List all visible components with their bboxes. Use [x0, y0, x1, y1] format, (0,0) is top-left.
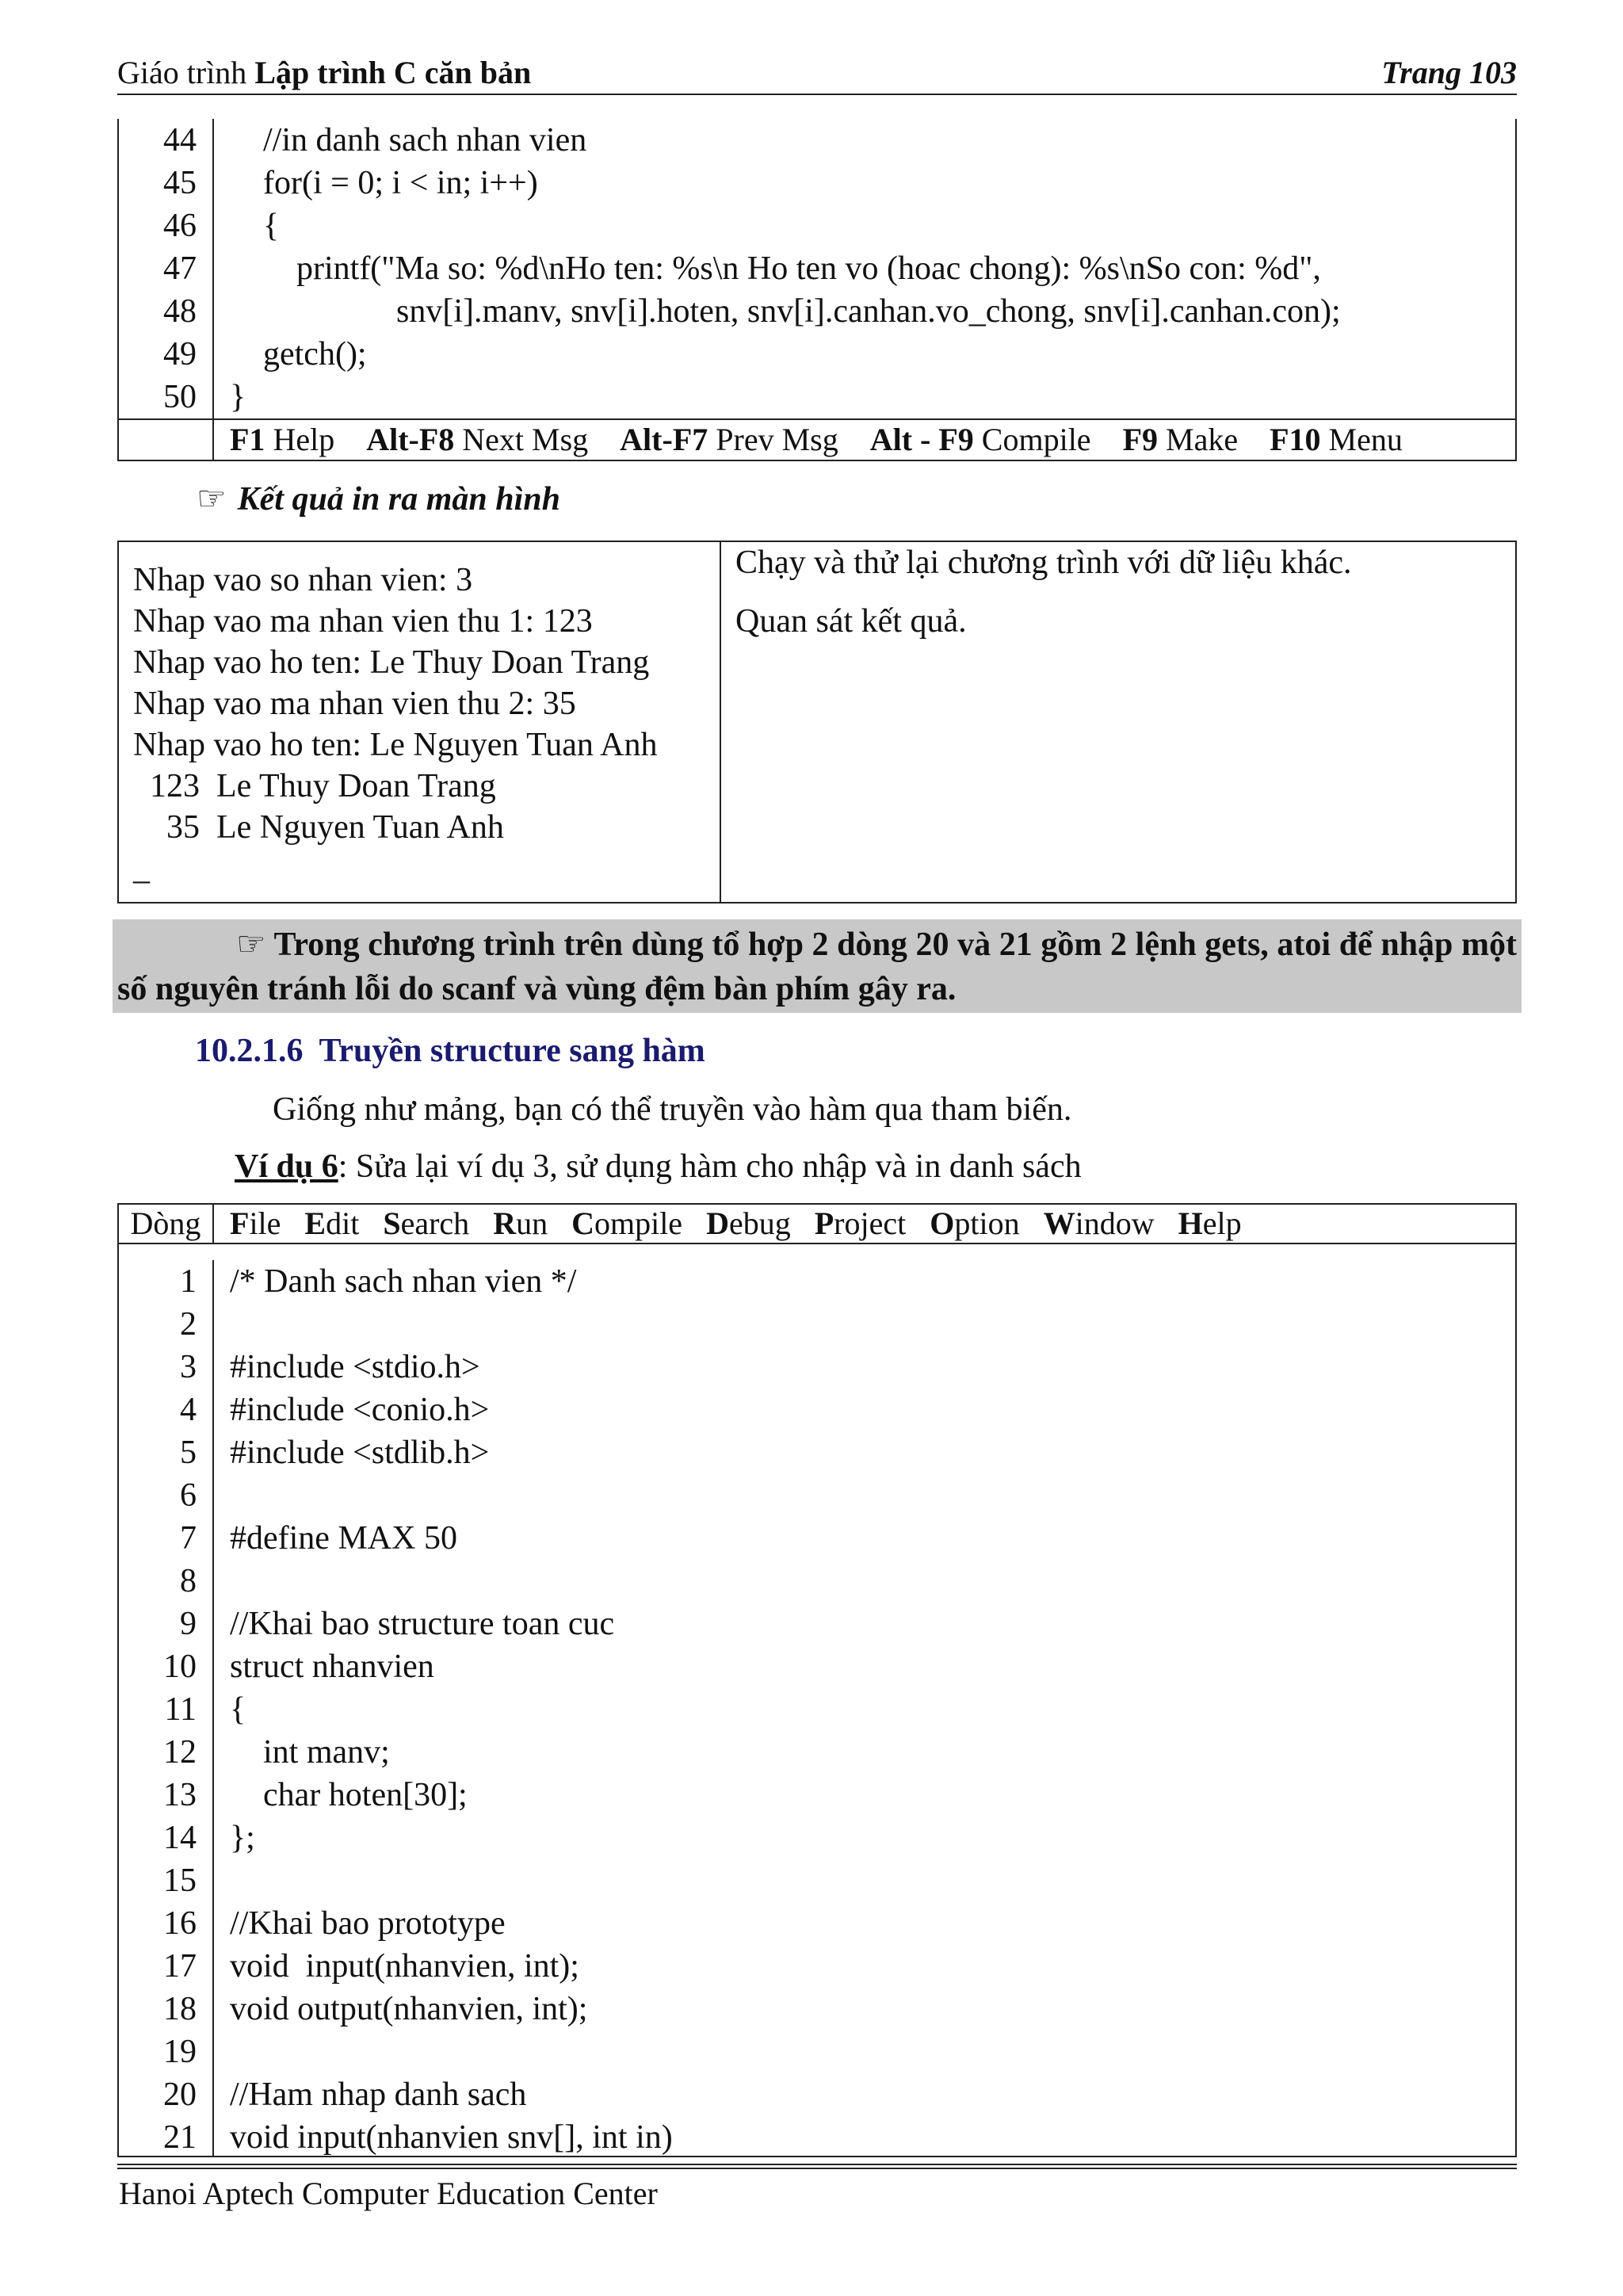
- console-line: 123 Le Thuy Doan Trang: [133, 768, 496, 804]
- line-number: 19: [119, 2030, 214, 2073]
- code-text: void input(nhanvien snv[], int in): [230, 2119, 673, 2156]
- pointing-hand-icon: ☞: [236, 926, 266, 963]
- code-text: [214, 1474, 230, 1517]
- menu-item: Project: [814, 1205, 907, 1241]
- menu-items: [214, 1205, 1242, 1243]
- code-line: [119, 1688, 1515, 1731]
- code-text: [214, 2030, 230, 2073]
- code-text: //Khai bao structure toan cuc: [230, 1606, 615, 1642]
- code-text: printf("Ma so: %d\nHo ten: %s\n Ho ten vo (hoac chong): %s\nSo con: %d",: [230, 250, 1321, 287]
- line-number: 46: [119, 204, 214, 247]
- code-line: [119, 1902, 1515, 1945]
- code-line: [119, 1603, 1515, 1645]
- code-text: };: [230, 1820, 255, 1856]
- code-text: //Khai bao prototype: [230, 1905, 506, 1942]
- code-line: [119, 2030, 1515, 2073]
- footer-text: Hanoi Aptech Computer Education Center: [119, 2176, 658, 2211]
- code-line: [119, 376, 1515, 418]
- line-number: 9: [119, 1603, 214, 1645]
- line-number: 49: [119, 333, 214, 376]
- line-number: 17: [119, 1945, 214, 1988]
- code-line: [119, 1346, 1515, 1389]
- code-text: #include <stdio.h>: [230, 1349, 480, 1385]
- book-title: Giáo trình Lập trình C căn bản: [117, 55, 532, 90]
- line-number: 18: [119, 1988, 214, 2030]
- line-number: 1: [119, 1260, 214, 1303]
- function-key-label: Help: [265, 422, 367, 457]
- menu-item: Search: [383, 1205, 470, 1241]
- line-number: 12: [119, 1731, 214, 1774]
- line-number: 13: [119, 1774, 214, 1817]
- line-number: 2: [119, 1303, 214, 1346]
- code-text: [214, 1303, 230, 1346]
- code-text: char hoten[30];: [230, 1777, 468, 1813]
- line-number: 44: [119, 119, 214, 162]
- function-key-label: Compile: [973, 422, 1123, 457]
- code-text: //Ham nhap danh sach: [230, 2076, 527, 2113]
- function-key: Alt-F8: [366, 422, 455, 457]
- menu-item: Help: [1178, 1205, 1242, 1241]
- menu-item: Run: [493, 1205, 548, 1241]
- function-key: F9: [1122, 422, 1158, 457]
- console-output: [119, 542, 721, 902]
- line-number: 8: [119, 1560, 214, 1603]
- function-key: Alt-F7: [620, 422, 708, 457]
- code-text: #define MAX 50: [230, 1520, 457, 1557]
- line-number: 11: [119, 1688, 214, 1731]
- code-line: [119, 1303, 1515, 1346]
- line-number: 20: [119, 2073, 214, 2116]
- function-key: Alt - F9: [869, 422, 974, 457]
- function-key-spacer: [119, 420, 214, 460]
- code-text: {: [230, 208, 280, 244]
- code-line: [119, 290, 1515, 333]
- console-line: Nhap vao so nhan vien: 3: [133, 562, 473, 598]
- console-line: Nhap vao ma nhan vien thu 2: 35: [133, 686, 576, 722]
- code-line: [119, 1645, 1515, 1688]
- line-number: 14: [119, 1817, 214, 1859]
- code-listing-top: [117, 119, 1517, 461]
- line-number: 5: [119, 1431, 214, 1474]
- console-line: _: [133, 850, 150, 887]
- line-number: 7: [119, 1517, 214, 1560]
- code-line: [119, 1945, 1515, 1988]
- result-table: [117, 541, 1517, 904]
- line-number: 6: [119, 1474, 214, 1517]
- note-observe: Quan sát kết quả.: [735, 603, 967, 640]
- code-line: [119, 119, 1515, 162]
- footer-rule-double: [117, 2168, 1517, 2169]
- code-text: {: [230, 1691, 246, 1728]
- code-text: for(i = 0; i < in; i++): [230, 165, 538, 201]
- console-line: Nhap vao ho ten: Le Thuy Doan Trang: [133, 644, 650, 681]
- code-body: [119, 1244, 1515, 2156]
- function-keys: [214, 420, 1403, 460]
- console-line: Nhap vao ho ten: Le Nguyen Tuan Anh: [133, 727, 658, 763]
- code-line: [119, 1517, 1515, 1560]
- code-text: #include <conio.h>: [230, 1392, 490, 1428]
- code-line: [119, 333, 1515, 376]
- code-line: [119, 1431, 1515, 1474]
- page-number: Trang 103: [1381, 55, 1517, 90]
- code-line: [119, 1817, 1515, 1859]
- function-key-label: Make: [1158, 422, 1270, 457]
- code-line: [119, 1260, 1515, 1303]
- function-key: F1: [230, 422, 265, 457]
- code-text: //in danh sach nhan vien: [230, 122, 587, 159]
- code-text: void input(nhanvien, int);: [230, 1948, 579, 1985]
- result-notes: [721, 542, 1352, 902]
- code-line: [119, 1474, 1515, 1517]
- console-line: Nhap vao ma nhan vien thu 1: 123: [133, 603, 593, 640]
- code-text: /* Danh sach nhan vien */: [230, 1263, 577, 1300]
- function-key-label: Next Msg: [454, 422, 621, 457]
- code-line: [119, 1731, 1515, 1774]
- menu-item: Edit: [304, 1205, 360, 1241]
- ide-menu-bar: [119, 1205, 1515, 1244]
- line-number: 15: [119, 1859, 214, 1902]
- code-text: getch();: [230, 336, 367, 372]
- function-key: F10: [1270, 422, 1321, 457]
- console-line: 35 Le Nguyen Tuan Anh: [133, 809, 504, 846]
- footer-rule: [117, 2164, 1517, 2165]
- line-number: 21: [119, 2116, 214, 2156]
- code-line: [119, 204, 1515, 247]
- result-heading: ☞ Kết quả in ra màn hình: [197, 481, 560, 518]
- function-key-label: Menu: [1320, 422, 1403, 457]
- code-text: struct nhanvien: [230, 1648, 434, 1685]
- code-line: [119, 1389, 1515, 1431]
- line-number: 48: [119, 290, 214, 333]
- code-listing-bottom: [117, 1203, 1517, 2157]
- code-text: void output(nhanvien, int);: [230, 1991, 588, 2027]
- code-line: [119, 247, 1515, 290]
- pointing-hand-icon: ☞: [197, 481, 227, 518]
- line-number: 4: [119, 1389, 214, 1431]
- paragraph: Giống như mảng, bạn có thể truyền vào hàm qua tham biến.: [273, 1091, 1072, 1128]
- menu-item: Debug: [706, 1205, 791, 1241]
- line-number: 47: [119, 247, 214, 290]
- line-number: 16: [119, 1902, 214, 1945]
- code-text: [214, 1859, 230, 1902]
- code-text: #include <stdlib.h>: [230, 1435, 490, 1471]
- code-text: [214, 1560, 230, 1603]
- line-number: 45: [119, 162, 214, 204]
- page-header: [117, 52, 1517, 95]
- code-line: [119, 162, 1515, 204]
- code-line: [119, 1859, 1515, 1902]
- code-line: [119, 1774, 1515, 1817]
- line-number: 3: [119, 1346, 214, 1389]
- code-text: snv[i].manv, snv[i].hoten, snv[i].canhan.vo_chong, snv[i].canhan.con);: [230, 293, 1341, 330]
- code-text: int manv;: [230, 1734, 390, 1771]
- note-run-again: Chạy và thử lại chương trình với dữ liệu khác.: [735, 544, 1352, 581]
- code-line: [119, 1560, 1515, 1603]
- code-line: [119, 2073, 1515, 2116]
- function-key-label: Prev Msg: [708, 422, 870, 457]
- code-line: [119, 2116, 1515, 2156]
- menu-item: Option: [930, 1205, 1020, 1241]
- function-key-bar: [119, 418, 1515, 460]
- line-number: 50: [119, 376, 214, 418]
- code-line: [119, 1988, 1515, 2030]
- menu-item: File: [230, 1205, 281, 1241]
- highlight-note: ☞ Trong chương trình trên dùng tổ hợp 2 dòng 20 và 21 gồm 2 lệnh gets, atoi để nhập một số nguyên tránh lỗi do scanf và vùng đệm bàn phím gây ra.: [113, 919, 1522, 1013]
- section-title: 10.2.1.6 Truyền structure sang hàm: [195, 1033, 705, 1069]
- line-column-header: Dòng: [119, 1205, 214, 1243]
- example-caption: Ví dụ 6: Sửa lại ví dụ 3, sử dụng hàm cho nhập và in danh sách: [235, 1148, 1082, 1185]
- menu-item: Window: [1043, 1205, 1155, 1241]
- code-text: }: [230, 379, 246, 415]
- line-number: 10: [119, 1645, 214, 1688]
- menu-item: Compile: [571, 1205, 683, 1241]
